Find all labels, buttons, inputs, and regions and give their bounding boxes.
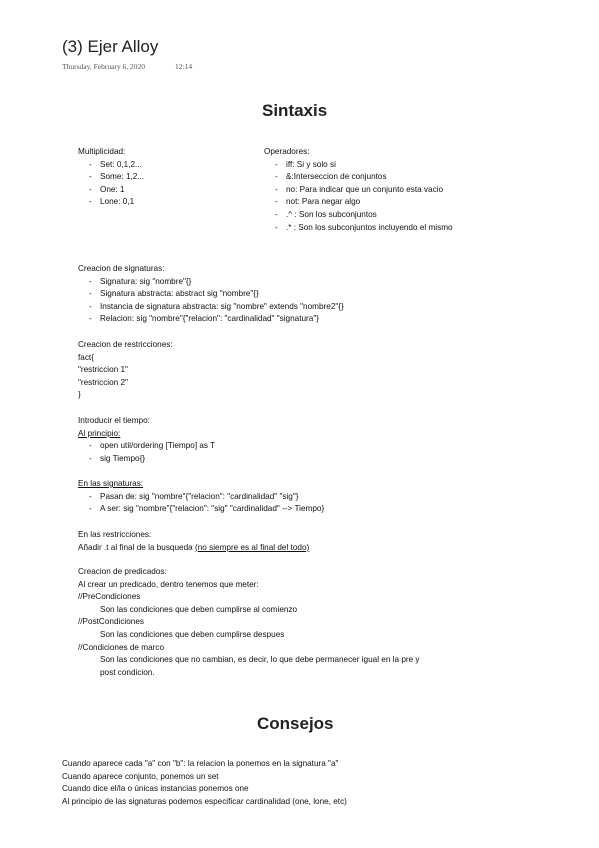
multiplicidad-item: - Set: 0,1,2... bbox=[78, 159, 144, 172]
en-signaturas-section bbox=[78, 478, 324, 516]
al-principio-item: - open util/ordering [Tiempo] as T bbox=[78, 440, 215, 453]
restricciones-line: "restriccion 2" bbox=[78, 377, 128, 387]
operadores-item: - .* : Son los subconjuntos incluyendo el mismo bbox=[264, 222, 453, 235]
consejo-line: Al principio de las signaturas podemos especificar cardinalidad (one, lone, etc) bbox=[62, 796, 347, 806]
multiplicidad-item: - One: 1 bbox=[78, 184, 144, 197]
en-signaturas-item: - A ser: sig "nombre"{"relacion": "sig" "cardinalidad" --> Tiempo} bbox=[78, 503, 324, 516]
signaturas-section bbox=[78, 263, 344, 326]
consejo-line: Cuando aparece cada "a" con "b": la relacion la ponemos en la signatura "a" bbox=[62, 759, 339, 768]
consejo-line: Cuando aparece conjunto, ponemos un set bbox=[62, 771, 219, 781]
anadir-text: Añadir .t al final de la busqueda bbox=[78, 542, 193, 552]
note-date: Thursday, February 6, 2020 bbox=[62, 62, 146, 71]
operadores-item: - no: Para indicar que un conjunto esta vacio bbox=[264, 184, 453, 197]
marco-text-2: post condicion. bbox=[100, 667, 155, 677]
sintaxis-heading: Sintaxis bbox=[262, 101, 328, 120]
signaturas-item: - Relacion: sig "nombre"{"relacion": "cardinalidad" "signatura"} bbox=[78, 313, 344, 326]
al-principio-label: Al principio: bbox=[78, 428, 121, 438]
restricciones-line: } bbox=[78, 390, 81, 400]
note-title: (3) Ejer Alloy bbox=[62, 37, 159, 56]
restricciones-line: fact{ bbox=[78, 352, 94, 362]
en-signaturas-item: - Pasan de: sig "nombre"{"relacion": "cardinalidad" "sig"} bbox=[78, 491, 324, 504]
precondiciones-label: //PreCondiciones bbox=[78, 592, 141, 602]
precondiciones-text: Son las condiciones que deben cumplirse al comienzo bbox=[100, 604, 298, 614]
signaturas-item: - Instancia de signatura abstracta: sig "nombre" extends "nombre2"{} bbox=[78, 301, 344, 314]
multiplicidad-label: Multiplicidad: bbox=[78, 147, 126, 156]
operadores-item: - &:Interseccion de conjuntos bbox=[264, 171, 453, 184]
al-principio-item: - sig Tiempo{} bbox=[78, 453, 215, 466]
note-time: 12:14 bbox=[175, 62, 193, 71]
multiplicidad-item: - Some: 1,2... bbox=[78, 171, 144, 184]
operadores-section bbox=[264, 146, 453, 234]
en-restricciones-label: En las restricciones: bbox=[78, 530, 152, 539]
consejos-heading: Consejos bbox=[257, 714, 334, 733]
postcondiciones-label: //PostCondiciones bbox=[78, 617, 144, 627]
operadores-label: Operadores: bbox=[264, 147, 310, 156]
operadores-item: - .^ : Son los subconjuntos bbox=[264, 209, 453, 222]
anadir-note: (no siempre es al final del todo) bbox=[195, 542, 310, 552]
signaturas-item: - Signatura: sig "nombre"{} bbox=[78, 276, 344, 289]
tiempo-section bbox=[78, 415, 215, 465]
restricciones-section bbox=[78, 339, 173, 402]
restricciones-line: "restriccion 1" bbox=[78, 365, 128, 375]
signaturas-label: Creacion de signaturas: bbox=[78, 264, 165, 273]
postcondiciones-text: Son las condiciones que deben cumplirse despues bbox=[100, 629, 285, 639]
marco-label: //Condiciones de marco bbox=[78, 642, 165, 652]
anadir-line bbox=[78, 542, 309, 555]
predicados-label: Creacion de predicados: bbox=[78, 567, 167, 576]
predicados-intro: Al crear un predicado, dentro tenemos que meter: bbox=[78, 579, 259, 589]
multiplicidad-section bbox=[78, 146, 144, 209]
marco-text-1: Son las condiciones que no cambian, es decir, lo que debe permanecer igual en la pre y bbox=[100, 655, 420, 665]
signaturas-item: - Signatura abstracta: abstract sig "nombre"{} bbox=[78, 288, 344, 301]
predicados-section bbox=[78, 566, 420, 679]
operadores-item: - iff: Si y solo si bbox=[264, 159, 453, 172]
en-restricciones-section bbox=[78, 529, 309, 554]
restricciones-label: Creacion de restricciones: bbox=[78, 340, 173, 349]
multiplicidad-item: - Lone: 0,1 bbox=[78, 196, 144, 209]
consejos-section bbox=[62, 758, 347, 808]
en-signaturas-label: En las signaturas: bbox=[78, 479, 144, 488]
consejo-line: Cuando dice el/la o únicas instancias ponemos one bbox=[62, 784, 249, 794]
operadores-item: - not: Para negar algo bbox=[264, 196, 453, 209]
tiempo-label: Introducir el tiempo: bbox=[78, 416, 150, 425]
